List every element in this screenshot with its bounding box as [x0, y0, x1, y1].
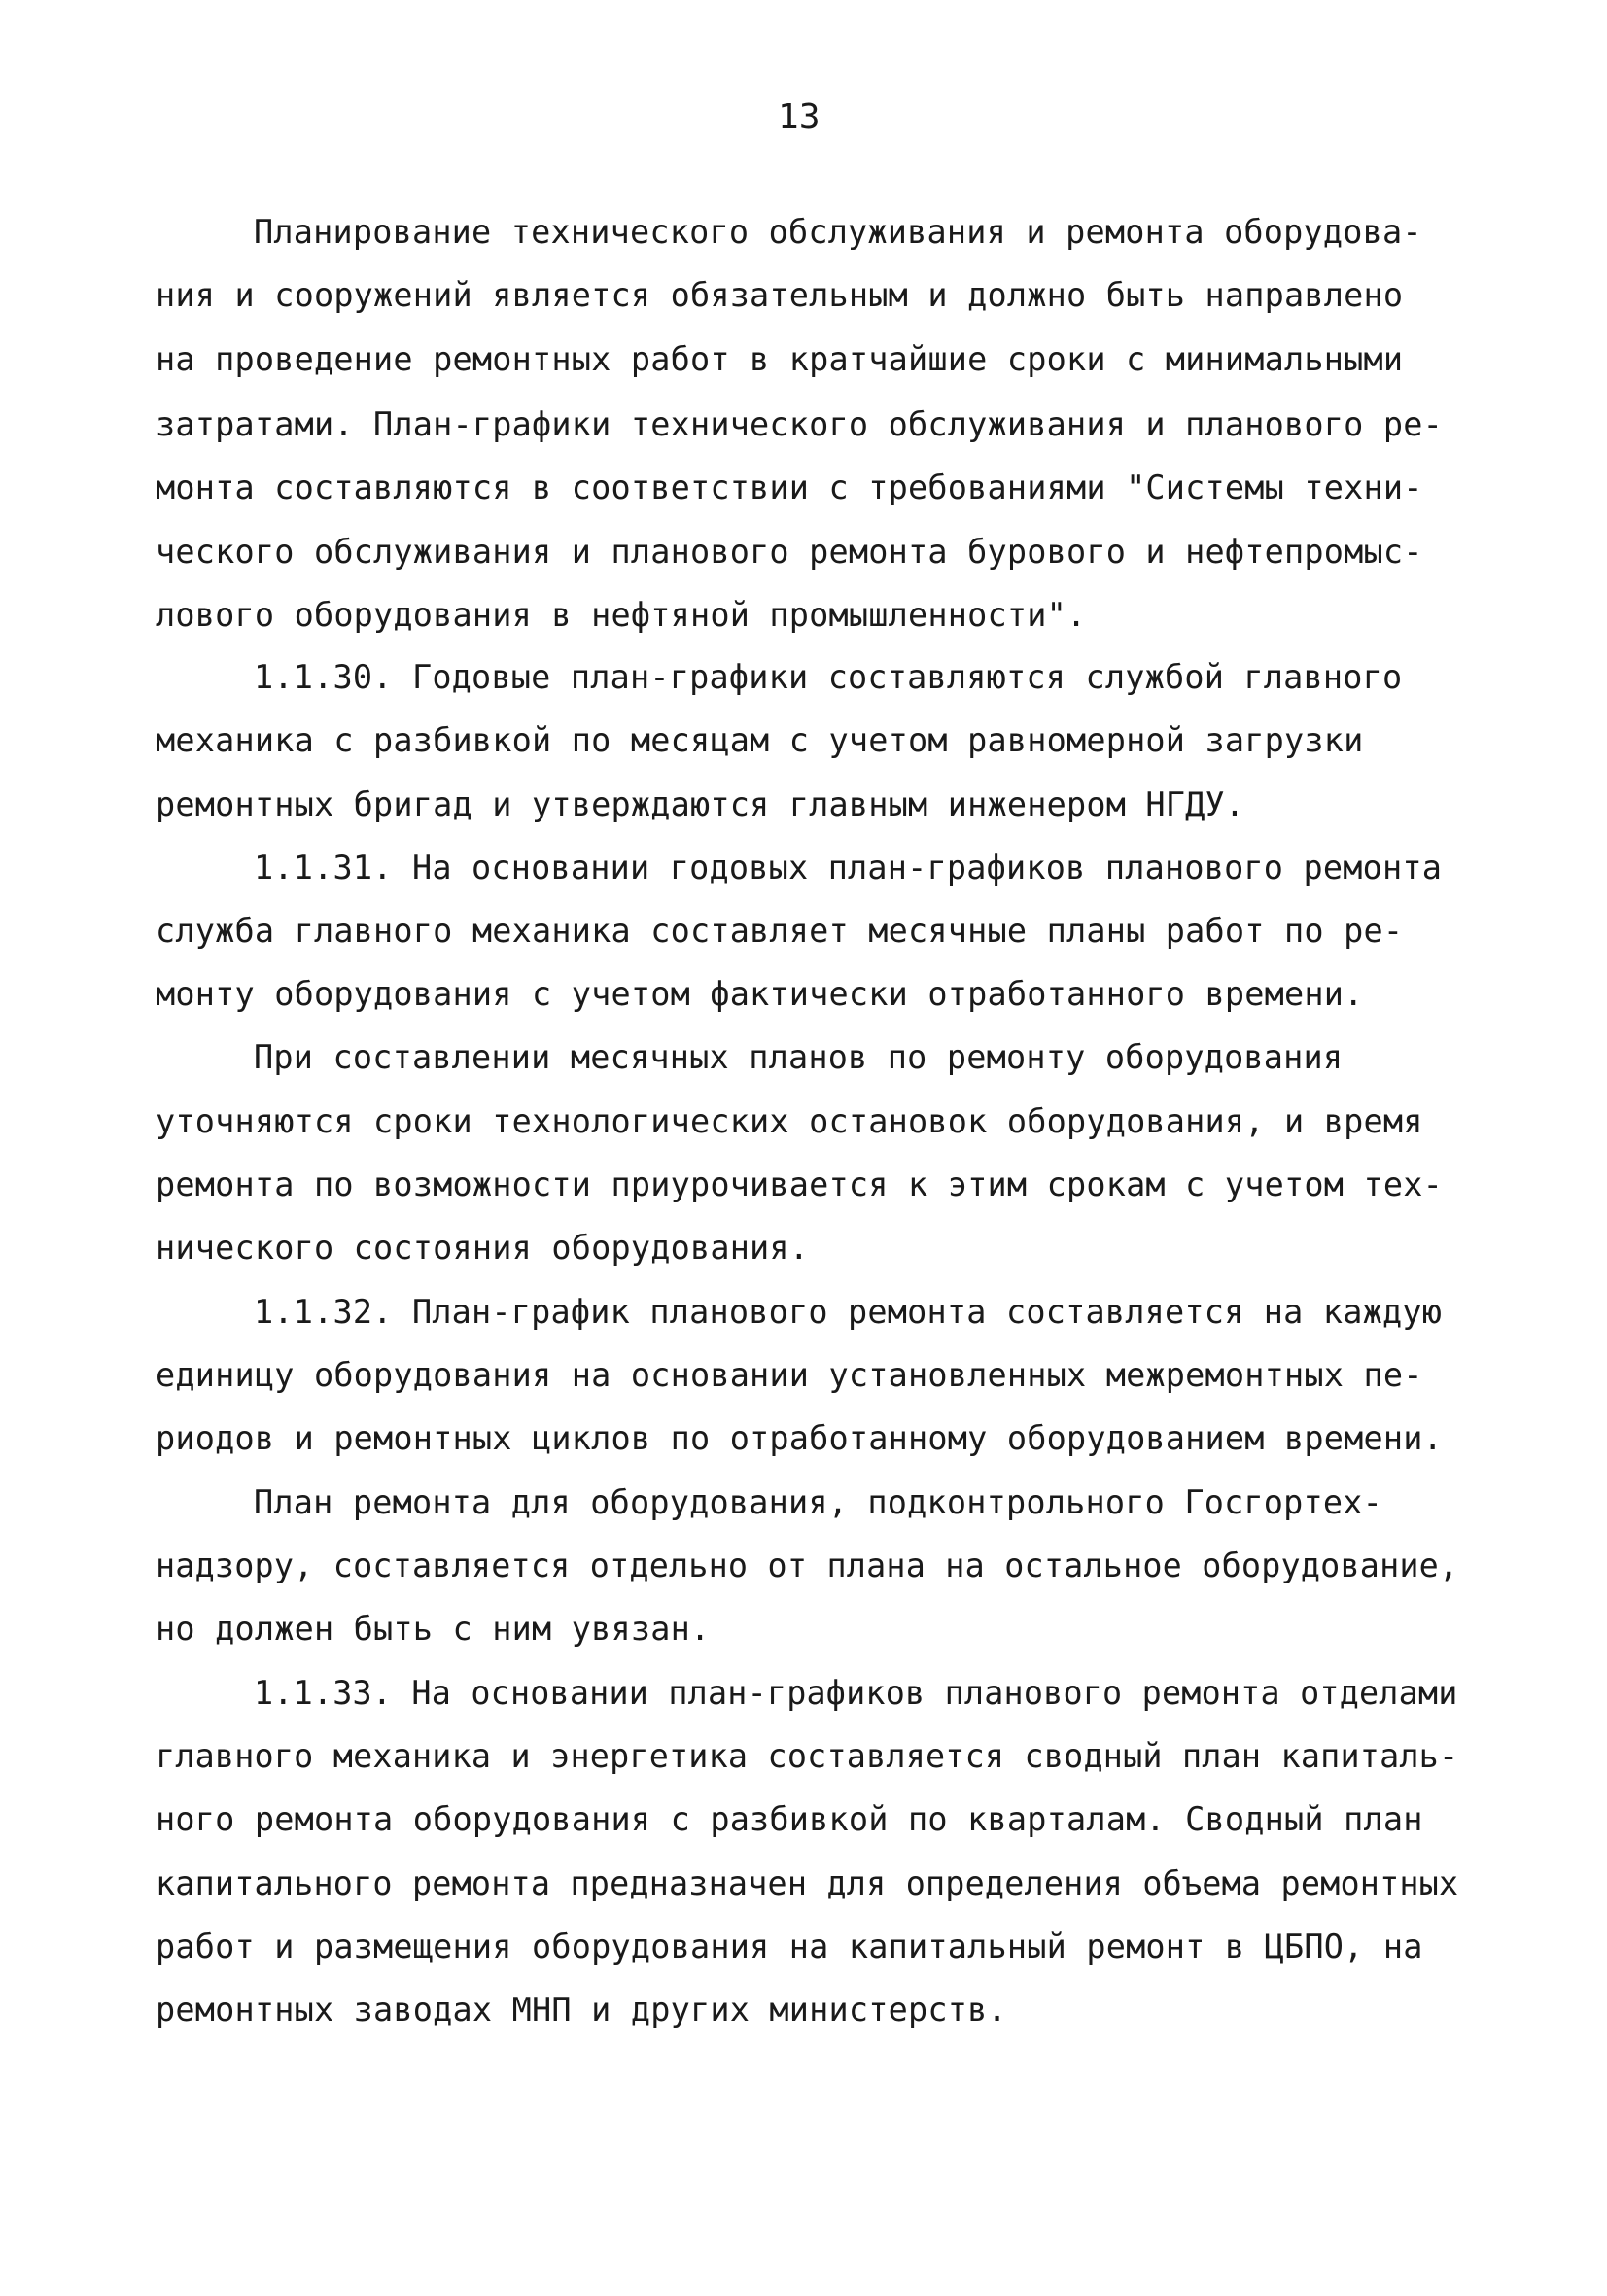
text-line: План ремонта для оборудования, подконтрольного Госгортех-	[254, 1483, 1383, 1521]
text-line: 1.1.31. На основании годовых план-графиков планового ремонта	[254, 849, 1443, 887]
text-line: ния и сооружений является обязательным и должно быть направлено	[156, 276, 1404, 314]
text-line: 1.1.30. Годовые план-графики составляются службой главного	[254, 658, 1403, 696]
text-line: Планирование технического обслуживания и ремонта оборудова-	[254, 213, 1422, 251]
page-number: 13	[778, 97, 821, 137]
text-line: лового оборудования в нефтяной промышленности".	[156, 596, 1087, 634]
text-line: ремонтных заводах МНП и других министерств.	[156, 1991, 1007, 2029]
text-line: 1.1.33. На основании план-графиков планового ремонта отделами	[254, 1674, 1458, 1712]
text-line: 1.1.32. План-график планового ремонта составляется на каждую	[254, 1293, 1443, 1331]
text-line: нического состояния оборудования.	[156, 1229, 810, 1267]
text-line: ремонтных бригад и утверждаются главным инженером НГДУ.	[156, 785, 1245, 823]
text-line: уточняются сроки технологических остановок оборудования, и время	[156, 1102, 1423, 1140]
text-line: При составлении месячных планов по ремонту оборудования	[254, 1038, 1344, 1076]
text-line: главного механика и энергетика составляется сводный план капиталь-	[156, 1737, 1459, 1775]
text-line: ного ремонта оборудования с разбивкой по кварталам. Сводный план	[156, 1800, 1423, 1838]
text-line: ремонта по возможности приурочивается к этим срокам с учетом тех-	[156, 1165, 1443, 1203]
text-line: монта составляются в соответствии с требованиями "Системы техни-	[156, 469, 1423, 506]
text-line: капитального ремонта предназначен для определения объема ремонтных	[156, 1864, 1459, 1902]
text-line: монту оборудования с учетом фактически отработанного времени.	[156, 975, 1364, 1013]
text-line: риодов и ремонтных циклов по отработанному оборудованием времени.	[156, 1419, 1443, 1457]
text-line: затратами. План-графики технического обслуживания и планового ре-	[156, 405, 1443, 443]
text-line: служба главного механика составляет месячные планы работ по ре-	[156, 912, 1404, 950]
text-line: единицу оборудования на основании установленных межремонтных пе-	[156, 1356, 1423, 1394]
text-line: ческого обслуживания и планового ремонта бурового и нефтепромыс-	[156, 533, 1423, 571]
text-line: работ и размещения оборудования на капитальный ремонт в ЦБПО, на	[156, 1928, 1423, 1966]
text-line: но должен быть с ним увязан.	[156, 1610, 711, 1648]
text-line: на проведение ремонтных работ в кратчайшие сроки с минимальными	[156, 340, 1404, 378]
text-line: надзору, составляется отдельно от плана на остальное оборудование,	[156, 1547, 1459, 1584]
text-line: механика с разбивкой по месяцам с учетом равномерной загрузки	[156, 721, 1364, 759]
